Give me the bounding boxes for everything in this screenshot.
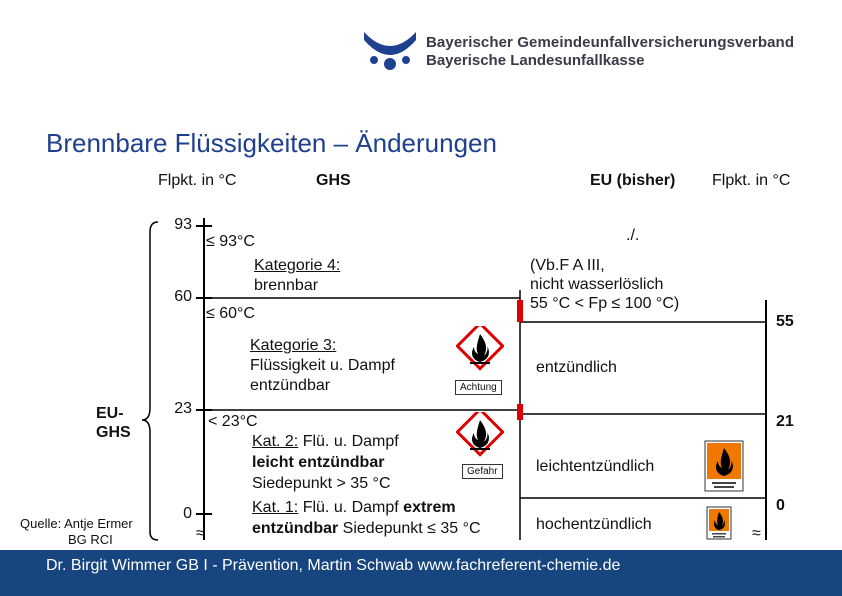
ghs-kat1-line2-bold: entzündbar bbox=[252, 520, 339, 537]
left-tick-23: 23 bbox=[174, 400, 192, 417]
eu-vbf-line3: 55 °C < Fp ≤ 100 °C) bbox=[530, 295, 680, 312]
ghs-kat1-line2-rest: Siedepunkt ≤ 35 °C bbox=[338, 520, 481, 537]
ghs-flame-pictogram-achtung-icon bbox=[456, 326, 504, 378]
eu-entzuendlich: entzündlich bbox=[536, 359, 617, 376]
ghs-flame-pictogram-gefahr-icon bbox=[456, 412, 504, 464]
eu-ghs-label-line2: GHS bbox=[96, 424, 131, 441]
source-line2: BG RCI bbox=[68, 532, 113, 547]
org-name-line2: Bayerische Landesunfallkasse bbox=[426, 52, 645, 69]
footer-text: Dr. Birgit Wimmer GB I - Prävention, Martin Schwab www.fachreferent-chemie.de bbox=[46, 557, 621, 574]
ghs-le93: ≤ 93°C bbox=[206, 233, 255, 250]
ghs-kat2-prefix: Kat. 2: bbox=[252, 433, 299, 450]
signal-word-achtung: Achtung bbox=[455, 380, 502, 395]
ghs-kat3-line1: Kategorie 3: bbox=[250, 337, 337, 354]
ghs-kat4-line1: Kategorie 4: bbox=[254, 257, 341, 274]
ghs-kat2-line2: leicht entzündbar bbox=[252, 454, 385, 471]
source-line1: Quelle: Antje Ermer bbox=[20, 516, 133, 531]
signal-word-gefahr: Gefahr bbox=[462, 464, 503, 479]
ghs-kat1-bold: extrem bbox=[403, 499, 456, 516]
right-tick-21: 21 bbox=[776, 413, 794, 430]
eu-bisher-header: EU (bisher) bbox=[590, 172, 676, 189]
ghs-kat2-rest: Flü. u. Dampf bbox=[298, 433, 399, 450]
right-tick-55: 55 bbox=[776, 313, 794, 330]
ghs-kat3-line2: Flüssigkeit u. Dampf bbox=[250, 357, 395, 374]
eu-hochentzuendlich: hochentzündlich bbox=[536, 516, 652, 533]
left-tick-60: 60 bbox=[174, 288, 192, 305]
ghs-kat4-line2: brennbar bbox=[254, 277, 319, 294]
ghs-kat2-line3: Siedepunkt > 35 °C bbox=[252, 475, 391, 492]
ghs-kat1-line1 bbox=[252, 498, 456, 517]
ghs-kat1-mid: Flü. u. Dampf bbox=[298, 499, 404, 516]
eu-none-mark: ./. bbox=[626, 227, 640, 244]
eu-vbf-line2: nicht wasserlöslich bbox=[530, 276, 664, 293]
ghs-kat3-line3: entzündbar bbox=[250, 377, 331, 394]
right-tick-0: 0 bbox=[776, 497, 785, 514]
ghs-le60: ≤ 60°C bbox=[206, 305, 255, 322]
flpkt-left-header: Flpkt. in °C bbox=[158, 172, 237, 189]
eu-flame-symbol-small-icon bbox=[706, 506, 732, 540]
ghs-kat1-line2 bbox=[252, 519, 481, 538]
flpkt-right-header: Flpkt. in °C bbox=[712, 172, 791, 189]
left-axis-break: ≈ bbox=[196, 525, 205, 542]
org-name-line1: Bayerischer Gemeindeunfallversicherungsverband bbox=[426, 34, 795, 51]
left-tick-0: 0 bbox=[183, 505, 192, 522]
slide-title: Brennbare Flüssigkeiten – Änderungen bbox=[46, 128, 497, 158]
eu-ghs-label-line1: EU- bbox=[96, 405, 124, 422]
ghs-kat2-line1 bbox=[252, 432, 399, 451]
eu-leichtentzuendlich: leichtentzündlich bbox=[536, 458, 655, 475]
ghs-header: GHS bbox=[316, 172, 351, 189]
ghs-lt23: < 23°C bbox=[208, 413, 258, 430]
eu-vbf-line1: (Vb.F A III, bbox=[530, 257, 605, 274]
ghs-kat1-prefix: Kat. 1: bbox=[252, 499, 299, 516]
right-axis-break: ≈ bbox=[752, 525, 761, 542]
eu-flame-symbol-large-icon bbox=[704, 440, 744, 492]
left-tick-93: 93 bbox=[174, 216, 192, 233]
